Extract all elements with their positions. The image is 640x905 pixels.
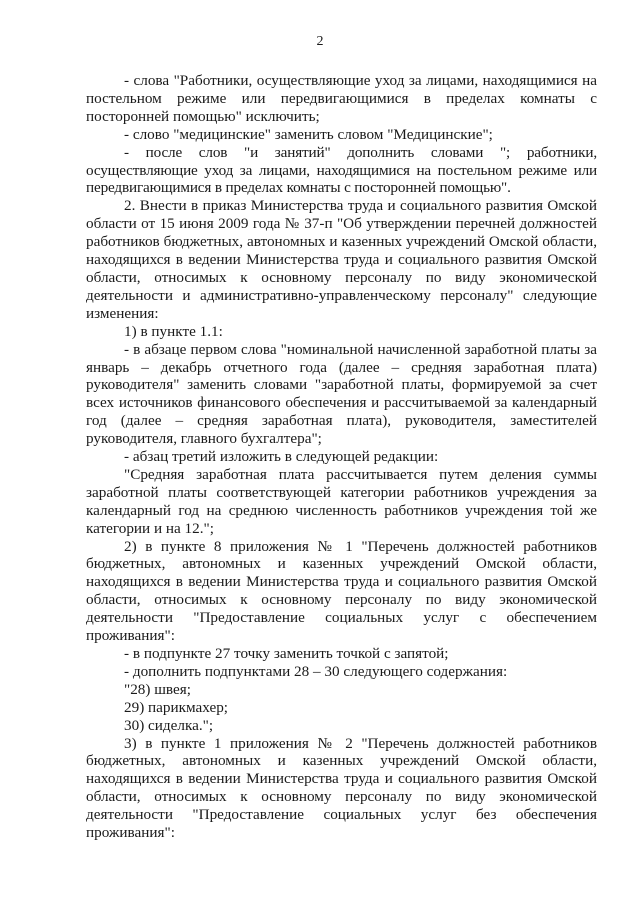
- paragraph-add-subclauses-28-30: - дополнить подпунктами 28 – 30 следующего содержания:: [124, 662, 508, 680]
- list-item-caregiver: 30) сиделка.";: [124, 716, 214, 734]
- list-item-seamstress: "28) швея;: [124, 680, 191, 698]
- paragraph-average-salary-definition: "Средняя заработная плата рассчитывается путем деления суммы заработной платы соответствующей категории работников учреждения за календарный год на среднюю численность работников учреждения той же категории и на 12.";: [86, 465, 597, 537]
- paragraph-add-after-words: - после слов "и занятий" дополнить словами "; работники, осуществляющие уход за лицами, находящимися на постельном режиме или передвигающимися в пределах комнаты с посторонней помощью".: [86, 143, 597, 197]
- paragraph-appendix-2-clause-1: 3) в пункте 1 приложения № 2 "Перечень должностей работников бюджетных, автономных и казенных учреждений Омской области, находящихся в ведении Министерства труда и социального развития Омской области, относимых к основному персоналу по виду экономической деятельности "Предоставление социальных услуг без обеспечения проживания":: [86, 734, 597, 842]
- paragraph-first-subparagraph-salary: - в абзаце первом слова "номинальной начисленной заработной платы за январь – декабрь отчетного года (далее – средняя заработная плата) руководителя" заменить словами "заработной платы, формируемой за счет всех источников финансового обеспечения и рассчитываемой за календарный год (далее – средняя заработная плата), руководителя, заместителей руководителя, главного бухгалтера";: [86, 340, 597, 448]
- paragraph-third-subparagraph: - абзац третий изложить в следующей редакции:: [124, 448, 439, 466]
- paragraph-subclause-27-punctuation: - в подпункте 27 точку заменить точкой с запятой;: [124, 645, 449, 662]
- paragraph-clause-1-1: 1) в пункте 1.1:: [124, 322, 223, 340]
- document-body: [86, 72, 597, 842]
- paragraph-amend-order-37p: 2. Внести в приказ Министерства труда и социального развития Омской области от 15 июня 2009 года № 37-п "Об утверждении перечней должностей работников бюджетных, автономных и казенных учреждений Омской области, находящихся в ведении Министерства труда и социального развития Омской области, относимых к основному персоналу по виду экономической деятельности и административно-управленческому персоналу" следующие изменения:: [86, 197, 597, 322]
- page-number: 2: [316, 34, 324, 49]
- list-item-hairdresser: 29) парикмахер;: [124, 698, 229, 716]
- paragraph-appendix-1-clause-8: 2) в пункте 8 приложения № 1 "Перечень должностей работников бюджетных, автономных и казенных учреждений Омской области, находящихся в ведении Министерства труда и социального развития Омской области, относимых к основному персоналу по виду экономической деятельности "Предоставление социальных услуг с обеспечением проживания":: [86, 537, 597, 645]
- paragraph-remove-workers-phrase: - слова "Работники, осуществляющие уход за лицами, находящимися на постельном режиме или передвигающимися в пределах комнаты с посторонней помощью" исключить;: [86, 72, 597, 125]
- paragraph-replace-medical-word: - слово "медицинские" заменить словом "Медицинские";: [124, 125, 493, 143]
